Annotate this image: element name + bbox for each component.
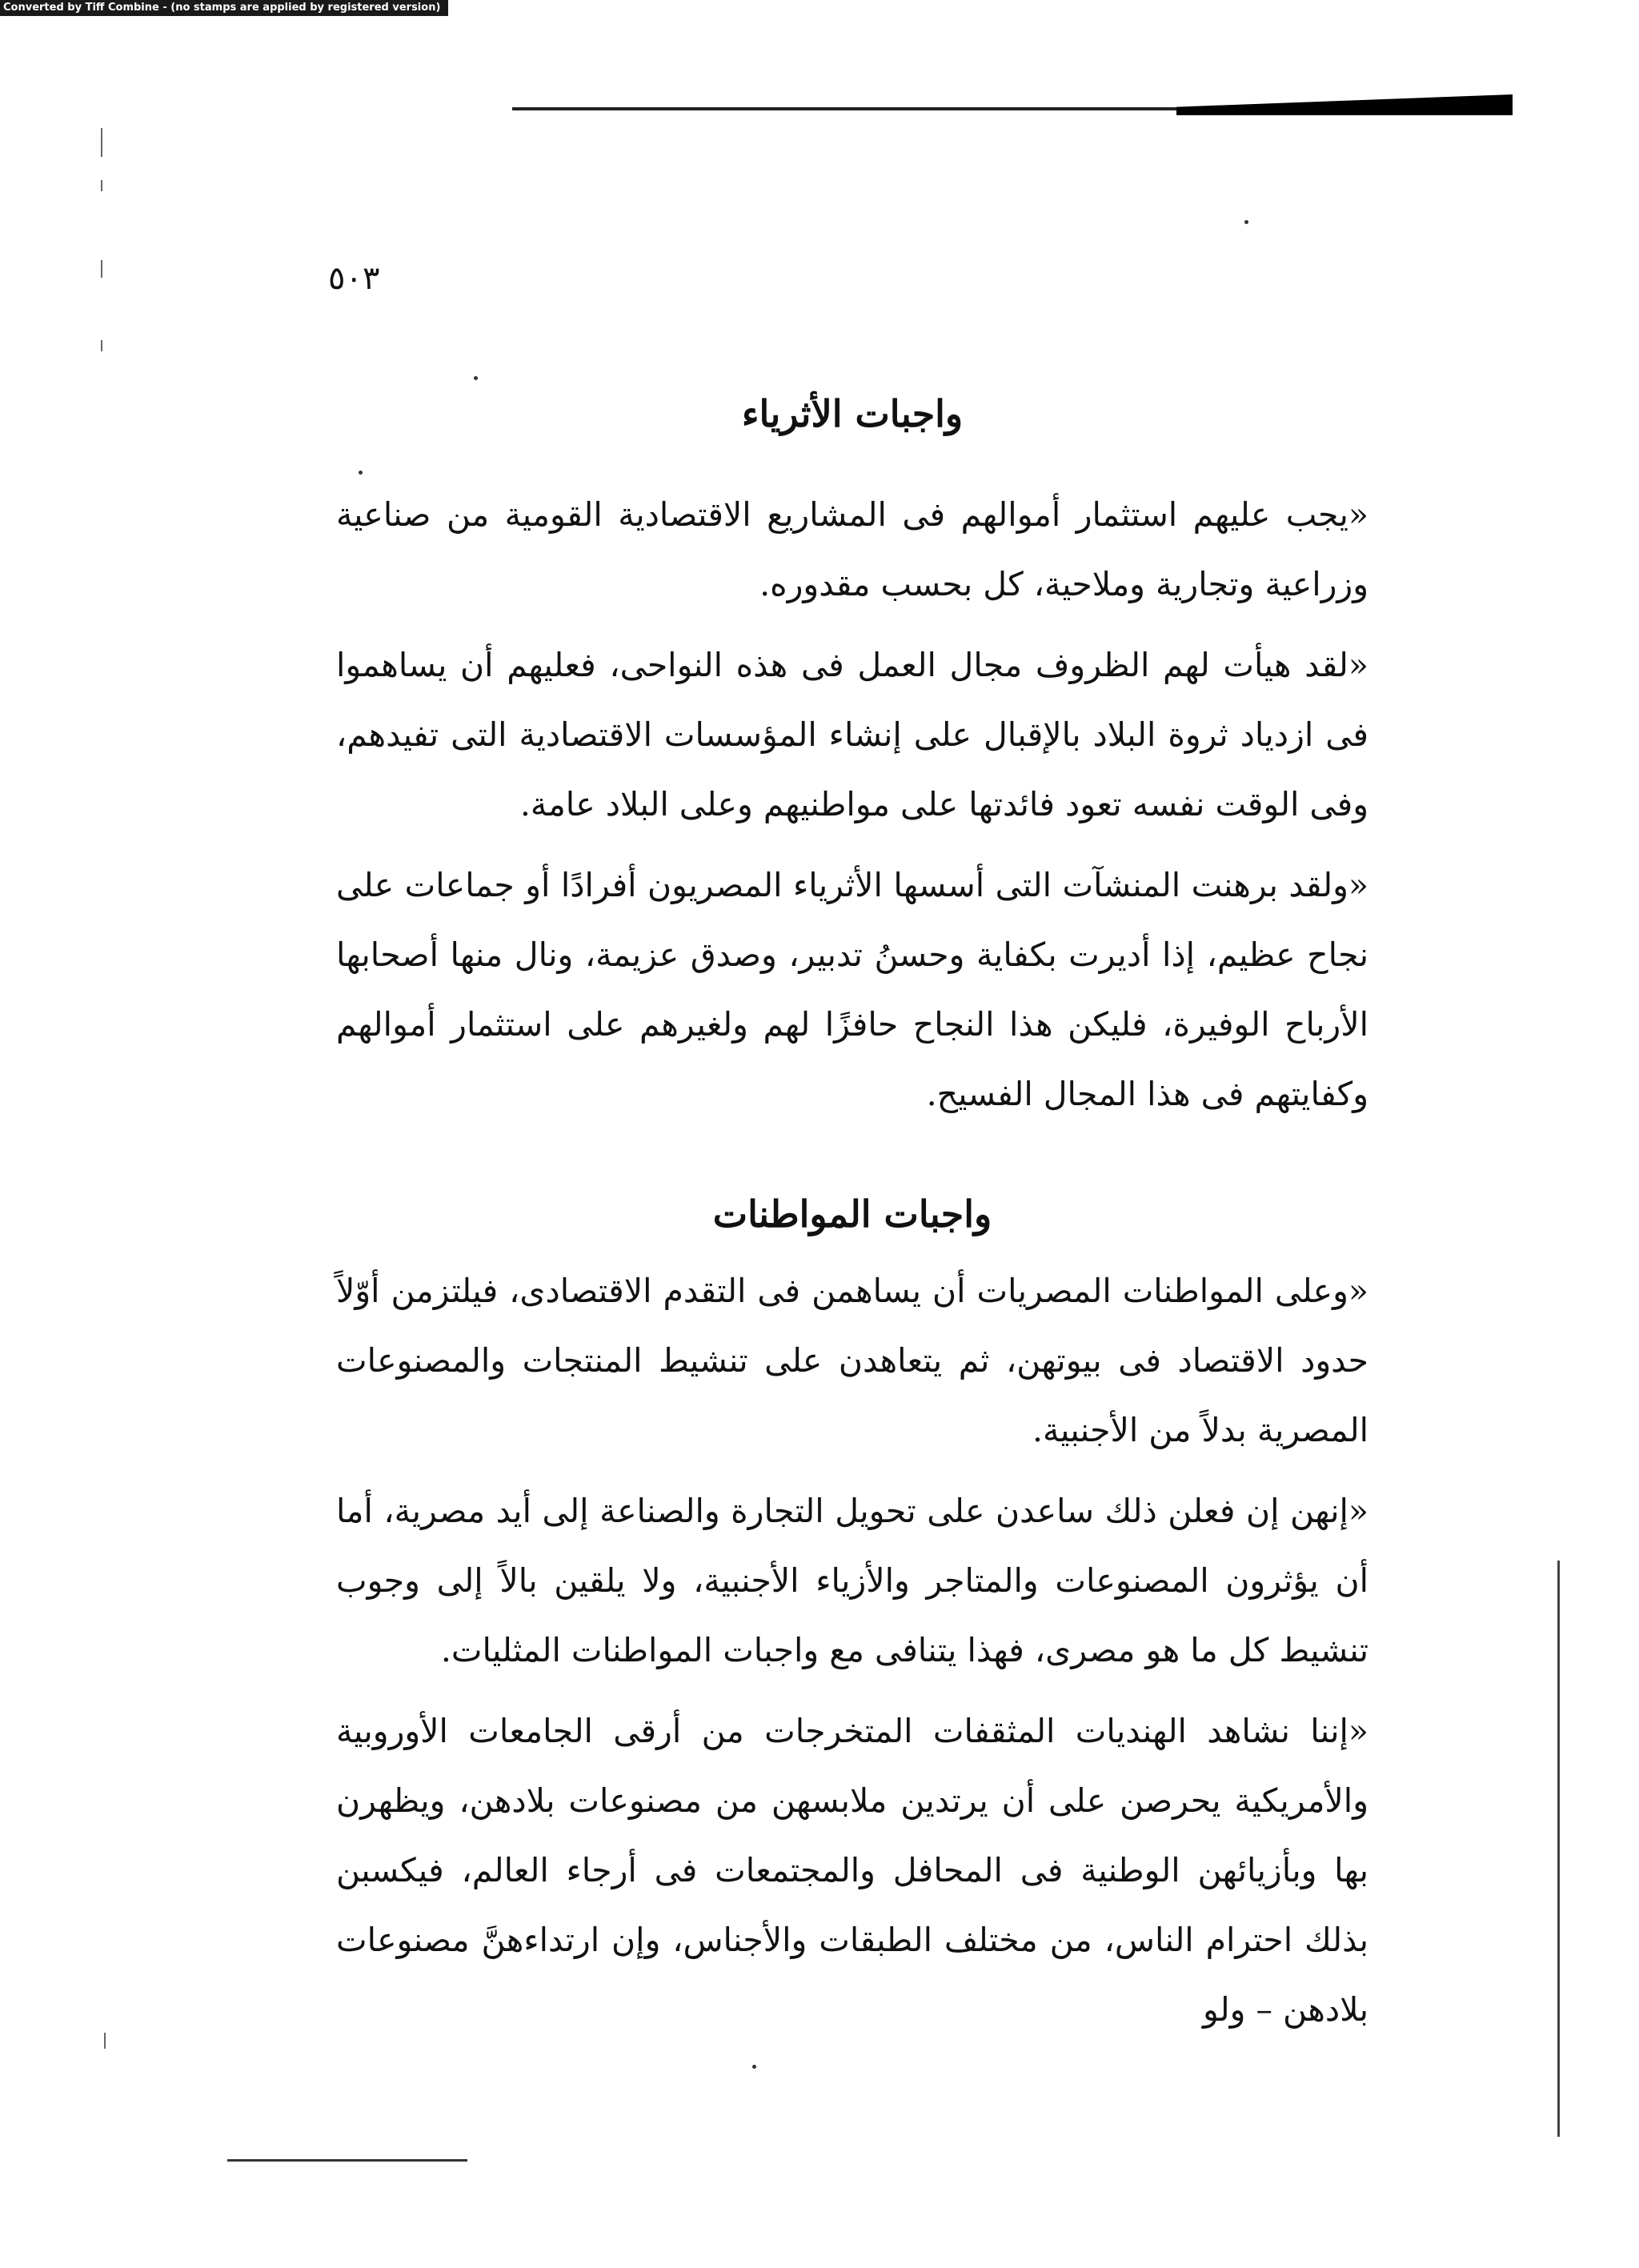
paragraph: «وعلى المواطنات المصريات أن يساهمن فى التقدم الاقتصادى، فيلتزمن أوّلاً حدود الاقتصاد فى بيوتهن، ثم يتعاهدن على تنشيط المنتجات والمصنوعات المصرية بدلاً من الأجنبية. — [336, 1272, 1369, 1449]
page-number: ٥٠٣ — [328, 260, 380, 297]
page-speck — [752, 2065, 756, 2069]
header-rule-thick — [1176, 94, 1513, 115]
margin-mark — [101, 128, 102, 157]
margin-mark — [104, 2033, 106, 2049]
conversion-banner: Converted by Tiff Combine - (no stamps are applied by registered version) — [0, 0, 448, 16]
paragraph: «إننا نشاهد الهنديات المثقفات المتخرجات من أرقى الجامعات الأوروبية والأمريكية يحرصن على أن يرتدين ملابسهن من مصنوعات بلادهن، ويظهرن بها وبأزيائهن الوطنية فى المحافل والمجتمعات فى أرجاء العالم، فيكسبن بذلك احترام الناس، من مختلف الطبقات والأجناس، وإن ارتداءهنَّ مصنوعات بلادهن – ولو — [336, 1712, 1369, 2029]
paragraph: «ولقد برهنت المنشآت التى أسسها الأثرياء المصريون أفرادًا أو جماعات على نجاح عظيم، إذا أديرت بكفاية وحسنُ تدبير، وصدق عزيمة، ونال منها أصحابها الأرباح الوفيرة، فليكن هذا النجاح حافزًا لهم ولغيرهم على استثمار أموالهم وكفايتهم فى هذا المجال الفسيح. — [336, 866, 1369, 1113]
paragraph: «يجب عليهم استثمار أموالهم فى المشاريع الاقتصادية القومية من صناعية وزراعية وتجارية وملاحية، كل بحسب مقدوره. — [336, 495, 1369, 603]
page-speck — [1244, 220, 1248, 224]
header-rule — [512, 94, 1513, 115]
margin-mark — [101, 180, 102, 191]
paragraph: «إنهن إن فعلن ذلك ساعدن على تحويل التجارة والصناعة إلى أيد مصرية، أما أن يؤثرون المصنوعات والمتاجر والأزياء الأجنبية، ولا يلقين بالاً إلى وجوب تنشيط كل ما هو مصرى، فهذا يتنافى مع واجبات المواطنات المثليات. — [336, 1492, 1369, 1669]
section-heading-citizens: واجبات المواطنات — [712, 1192, 992, 1236]
section-body-citizens — [336, 1256, 1369, 2045]
paragraph: «لقد هيأت لهم الظروف مجال العمل فى هذه النواحى، فعليهم أن يساهموا فى ازدياد ثروة البلاد بالإقبال على إنشاء المؤسسات الاقتصادية التى تفيدهم، وفى الوقت نفسه تعود فائدتها على مواطنيهم وعلى البلاد عامة. — [336, 646, 1369, 823]
margin-mark — [101, 260, 102, 278]
footer-rule — [227, 2159, 467, 2162]
right-margin-rule — [1557, 1561, 1560, 2137]
page-speck — [359, 471, 363, 475]
page-speck — [474, 376, 478, 380]
margin-mark — [101, 340, 102, 351]
section-body-wealthy — [336, 480, 1369, 1129]
section-heading-wealthy: واجبات الأثرياء — [741, 392, 964, 435]
